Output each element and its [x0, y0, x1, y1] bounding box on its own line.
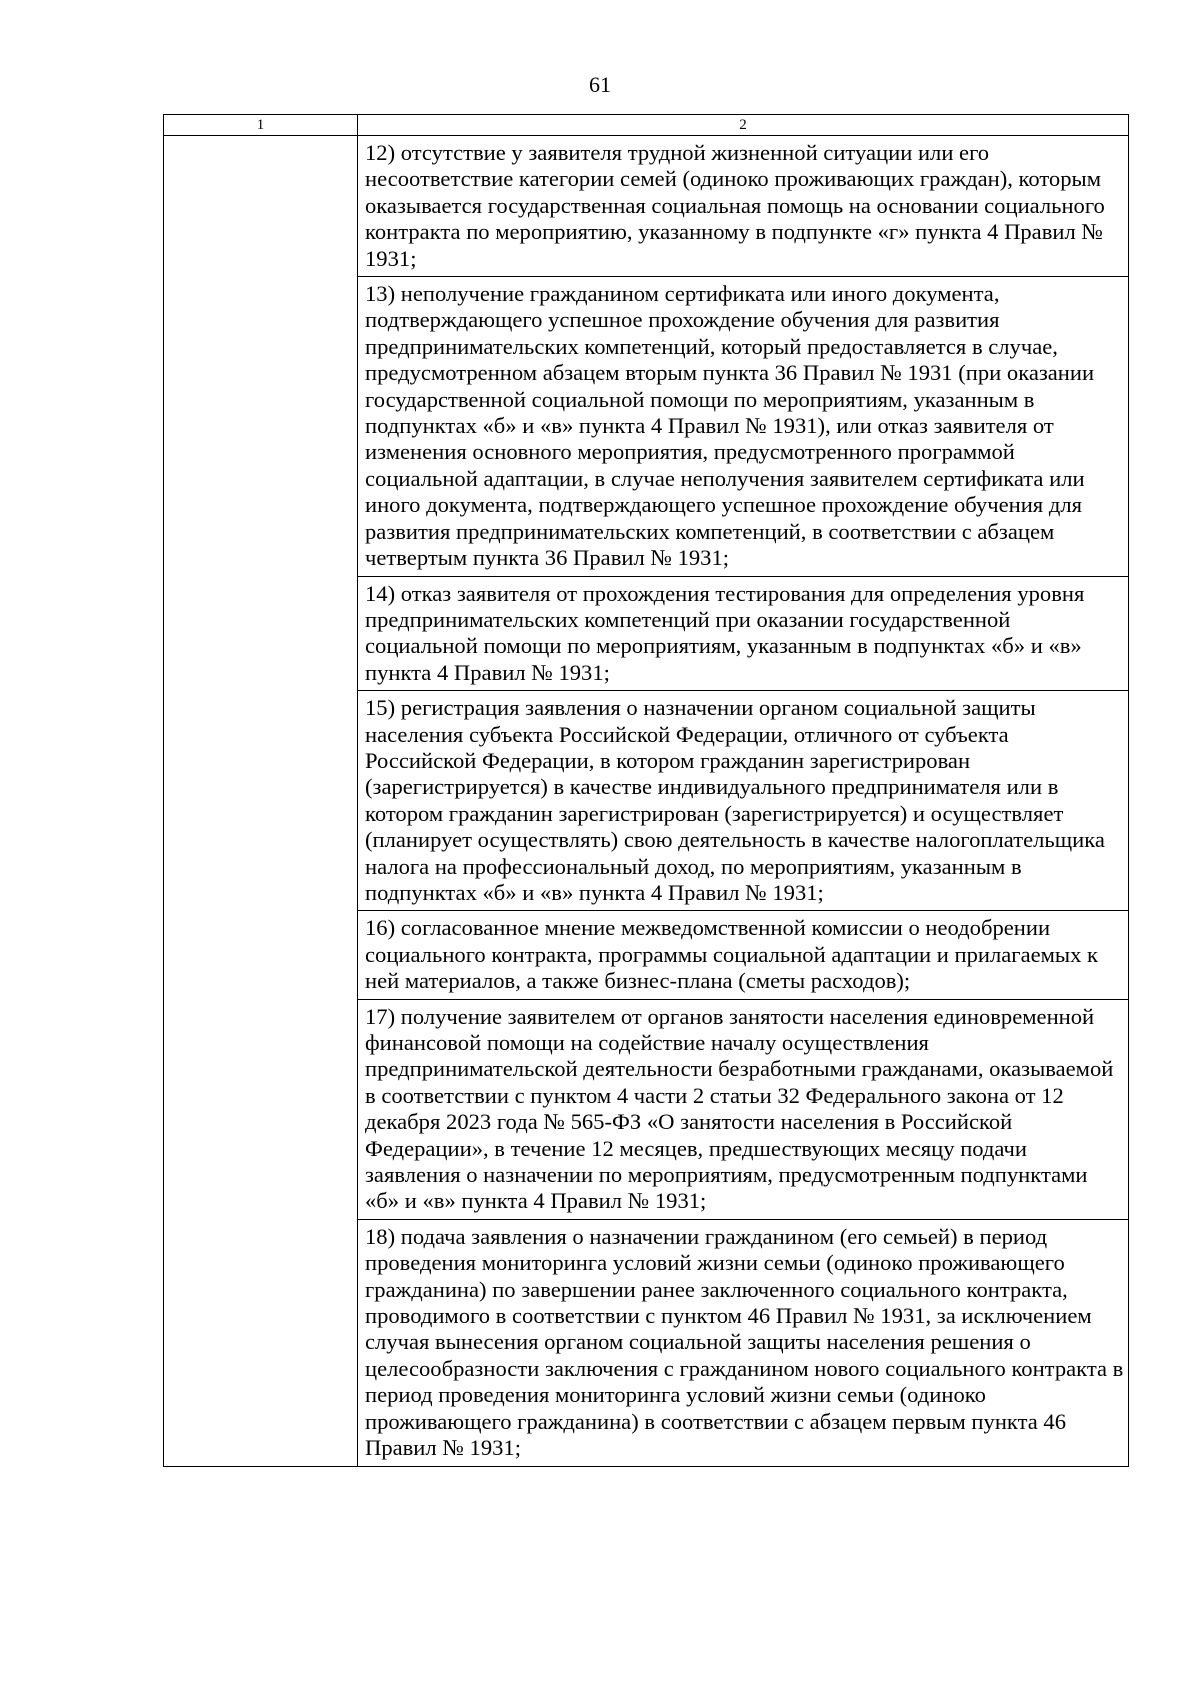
- list-item-18: 18) подача заявления о назначении гражданином (его семьей) в период проведения мониторинга условий жизни семьи (одиноко проживающего гражданина) по завершении ранее заключенного социального контракта, проводимого в соответствии с пунктом 46 Правил № 1931, за исключением случая вынесения органом социальной защиты населения решения о целесообразности заключения с гражданином нового социального контракта в период проведения мониторинга условий жизни семьи (одиноко проживающего гражданина) в соответствии с абзацем первым пункта 46 Правил № 1931;: [358, 1219, 1129, 1466]
- column-header-2: 2: [358, 115, 1129, 136]
- column-header-1: 1: [164, 115, 358, 136]
- empty-column-cell: [164, 136, 358, 1467]
- list-item-14: 14) отказ заявителя от прохождения тестирования для определения уровня предпринимательских компетенций при оказании государственной социальной помощи по мероприятиям, указанным в подпунктах «б» и «в» пункта 4 Правил № 1931;: [358, 576, 1129, 691]
- page-number: 61: [589, 72, 611, 97]
- list-item-12: 12) отсутствие у заявителя трудной жизненной ситуации или его несоответствие категории семей (одиноко проживающих граждан), которым оказывается государственная социальная помощь на основании социального контракта по мероприятию, указанному в подпункте «г» пункта 4 Правил № 1931;: [358, 136, 1129, 277]
- list-item-17: 17) получение заявителем от органов занятости населения единовременной финансовой помощи на содействие началу осуществления предпринимательской деятельности безработными гражданами, оказываемой в соответствии с пунктом 4 части 2 статьи 32 Федерального закона от 12 декабря 2023 года № 565-ФЗ «О занятости населения в Российской Федерации», в течение 12 месяцев, предшествующих месяцу подачи заявления о назначении по мероприятиям, предусмотренным подпунктами «б» и «в» пункта 4 Правил № 1931;: [358, 999, 1129, 1219]
- list-item-13: 13) неполучение гражданином сертификата или иного документа, подтверждающего успешное прохождение обучения для развития предпринимательских компетенций, который предоставляется в случае, предусмотренном абзацем вторым пункта 36 Правил № 1931 (при оказании государственной социальной помощи по мероприятиям, указанным в подпунктах «б» и «в» пункта 4 Правил № 1931), или отказ заявителя от изменения основного мероприятия, предусмотренного программой социальной адаптации, в случае неполучения заявителем сертификата или иного документа, подтверждающего успешное прохождение обучения для развития предпринимательских компетенций, в соответствии с абзацем четвертым пункта 36 Правил № 1931;: [358, 277, 1129, 576]
- list-item-16: 16) согласованное мнение межведомственной комиссии о неодобрении социального контракта, программы социальной адаптации и прилагаемых к ней материалов, а также бизнес-плана (сметы расходов);: [358, 911, 1129, 999]
- table-header-row: [164, 115, 1129, 136]
- table-row: [164, 136, 1129, 277]
- list-item-15: 15) регистрация заявления о назначении органом социальной защиты населения субъекта Российской Федерации, отличного от субъекта Российской Федерации, в котором гражданин зарегистрирован (зарегистрируется) в качестве индивидуального предпринимателя или в котором гражданин зарегистрирован (зарегистрируется) и осуществляет (планирует осуществлять) свою деятельность в качестве налогоплательщика налога на профессиональный доход, по мероприятиям, указанным в подпунктах «б» и «в» пункта 4 Правил № 1931;: [358, 691, 1129, 911]
- document-table: [163, 114, 1129, 1467]
